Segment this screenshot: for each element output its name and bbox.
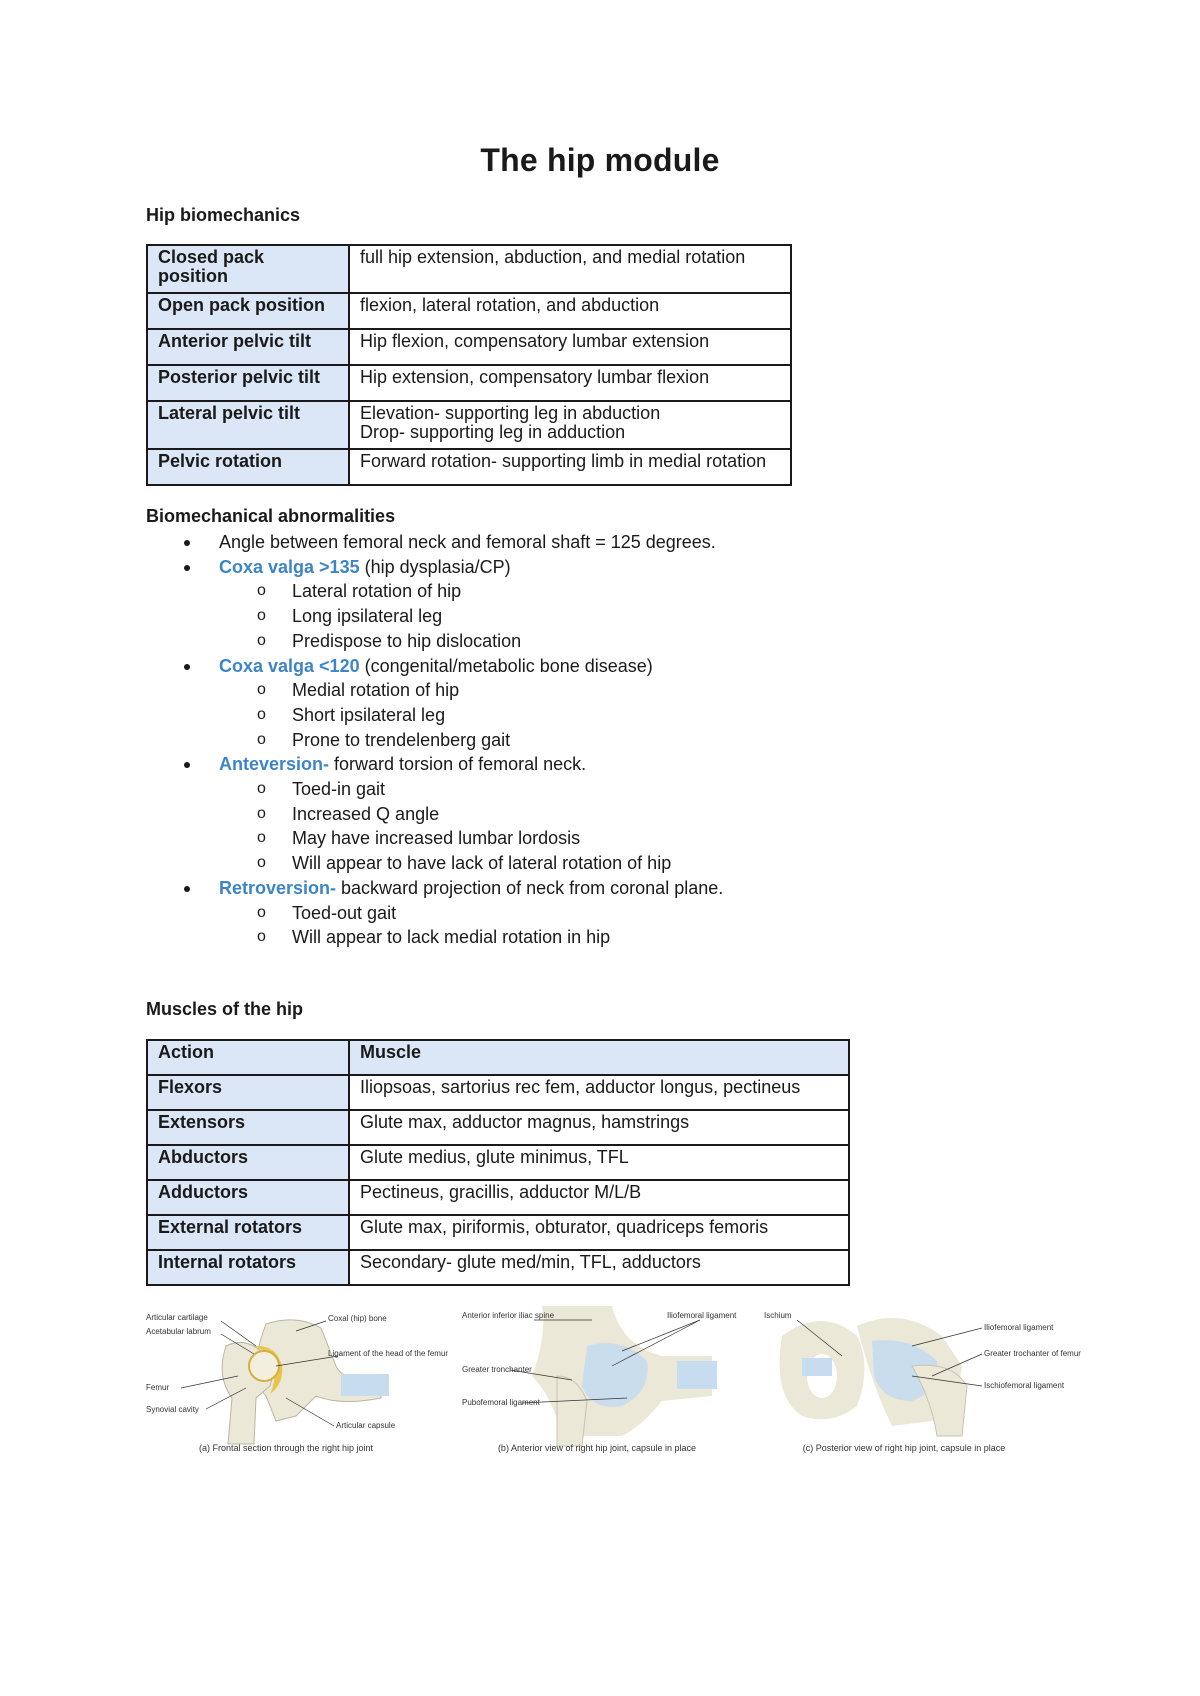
label-ischium: Ischium (764, 1311, 792, 1320)
description-line: Forward rotation- supporting limb in medial rotation (360, 451, 767, 471)
item-text: backward projection of neck from coronal plane. (336, 877, 724, 898)
figure-a-caption: (a) Frontal section through the right hip joint (198, 1443, 374, 1453)
sub-list-item: o Toed-in gait (255, 777, 723, 802)
column-header-muscle: Muscle (349, 1040, 849, 1075)
sub-list-item: o Medial rotation of hip (255, 678, 723, 703)
label-iliofemoral-ligament: Iliofemoral ligament (984, 1323, 1054, 1332)
abnormalities-heading: Biomechanical abnormalities (146, 506, 396, 526)
term-cell: Anterior pelvic tilt (147, 329, 349, 365)
muscle-cell: Secondary- glute med/min, TFL, adductors (349, 1250, 849, 1285)
column-header-action: Action (147, 1040, 349, 1075)
label-text: Anterior inferior iliac spine (462, 1311, 555, 1320)
muscles-table (146, 1039, 850, 1286)
sub-list-item: o Long ipsilateral leg (255, 604, 723, 629)
table-row (147, 1215, 849, 1250)
sub-list (219, 678, 723, 752)
posterior-view-illustration (762, 1306, 1081, 1446)
table-row (147, 1145, 849, 1180)
figure-posterior-view (762, 1306, 1081, 1453)
figure-c-caption: (c) Posterior view of right hip joint, capsule in place (802, 1443, 1006, 1453)
muscles-heading: Muscles of the hip (146, 999, 304, 1019)
list-item (182, 876, 723, 950)
femoral-head-shape (249, 1351, 279, 1381)
sacral-band-shape (802, 1358, 832, 1376)
muscle-cell: Glute medius, glute minimus, TFL (349, 1145, 849, 1180)
table-row (147, 1075, 849, 1110)
sub-list-item: o Predispose to hip dislocation (255, 629, 723, 654)
sub-list-item: o Lateral rotation of hip (255, 579, 723, 604)
action-cell: Extensors (147, 1110, 349, 1145)
abnormalities-list (182, 530, 723, 950)
sub-list-item: o Prone to trendelenberg gait (255, 728, 723, 753)
item-text: (hip dysplasia/CP) (359, 556, 511, 577)
table-row (147, 1250, 849, 1285)
description-line: Hip extension, compensatory lumbar flexion (360, 367, 710, 387)
table-row (147, 329, 791, 365)
label-synovial-cavity: Synovial cavity (146, 1405, 199, 1414)
sub-list (219, 901, 723, 950)
table-row (147, 1180, 849, 1215)
label-anterior-inferior-iliac-spine (462, 1311, 555, 1320)
label-iliofemoral-ligament: Iliofemoral ligament (667, 1311, 737, 1320)
description-cell (349, 329, 791, 365)
sub-list (219, 579, 723, 653)
pubic-bar-shape (677, 1361, 717, 1389)
sub-list-item: o Short ipsilateral leg (255, 703, 723, 728)
label-coxal-bone: Coxal (hip) bone (328, 1314, 387, 1323)
label-articular-cartilage: Articular cartilage (146, 1313, 208, 1322)
action-cell: Adductors (147, 1180, 349, 1215)
term-cell: Lateral pelvic tilt (147, 401, 349, 449)
term-cell: Closed pack position (147, 245, 349, 293)
muscle-cell: Pectineus, gracillis, adductor M/L/B (349, 1180, 849, 1215)
action-cell: Internal rotators (147, 1250, 349, 1285)
description-cell (349, 245, 791, 293)
sub-list-item: o May have increased lumbar lordosis (255, 826, 723, 851)
item-term: Anteversion- (219, 754, 330, 775)
description-cell (349, 293, 791, 329)
table-header-row (147, 1040, 849, 1075)
description-line: full hip extension, abduction, and medial rotation (360, 247, 746, 267)
muscle-cell: Glute max, adductor magnus, hamstrings (349, 1110, 849, 1145)
label-greater-tronchanter: Greater tronchanter (462, 1365, 532, 1374)
item-text: forward torsion of femoral neck. (329, 754, 587, 775)
muscle-cell: Glute max, piriformis, obturator, quadriceps femoris (349, 1215, 849, 1250)
item-text: (congenital/metabolic bone disease) (359, 655, 653, 676)
item-text: Angle between femoral neck and femoral shaft = 125 degrees. (219, 532, 716, 552)
label-acetabular-labrum: Acetabular labrum (146, 1327, 211, 1336)
label-pubofemoral-ligament: Pubofemoral ligament (462, 1398, 540, 1407)
table-row (147, 293, 791, 329)
table-row (147, 449, 791, 485)
table-row (147, 401, 791, 449)
anterior-view-illustration (462, 1306, 737, 1446)
sub-list (219, 777, 723, 876)
label-ischiofemoral-ligament: Ischiofemoral ligament (984, 1381, 1065, 1390)
description-cell (349, 401, 791, 449)
table-row (147, 245, 791, 293)
term-cell: Open pack position (147, 293, 349, 329)
hip-joint-figures (146, 1306, 1081, 1456)
figure-b-caption: (b) Anterior view of right hip joint, capsule in place (497, 1443, 697, 1453)
muscle-cell: Iliopsoas, sartorius rec fem, adductor longus, pectineus (349, 1075, 849, 1110)
frontal-section-illustration (146, 1306, 449, 1446)
action-cell: External rotators (147, 1215, 349, 1250)
action-cell: Flexors (147, 1075, 349, 1110)
biomechanics-heading: Hip biomechanics (146, 205, 301, 225)
pubic-bar-shape (341, 1374, 389, 1396)
item-term: Coxa valga >135 (219, 556, 360, 577)
item-term: Coxa valga <120 (219, 655, 360, 676)
list-item (182, 530, 723, 555)
page-title: The hip module (480, 142, 720, 178)
term-cell: Posterior pelvic tilt (147, 365, 349, 401)
figure-frontal-section (146, 1306, 449, 1453)
action-cell: Abductors (147, 1145, 349, 1180)
sub-list-item: o Will appear to have lack of lateral rotation of hip (255, 851, 723, 876)
description-line: Hip flexion, compensatory lumbar extension (360, 331, 710, 351)
item-term: Retroversion- (219, 877, 337, 898)
sub-list-item: o Increased Q angle (255, 802, 723, 827)
label-femur: Femur (146, 1383, 170, 1392)
sub-list-item: o Toed-out gait (255, 901, 723, 926)
description-cell (349, 449, 791, 485)
list-item (182, 752, 723, 876)
biomechanics-table (146, 244, 792, 486)
description-cell (349, 365, 791, 401)
list-item (182, 654, 723, 753)
description-line: flexion, lateral rotation, and abduction (360, 295, 660, 315)
description-line: Drop- supporting leg in adduction (360, 422, 626, 442)
list-item (182, 555, 723, 654)
description-line: Elevation- supporting leg in abduction (360, 403, 661, 423)
sub-list-item: o Will appear to lack medial rotation in hip (255, 925, 723, 950)
label-greater-trochanter: Greater trochanter of femur (984, 1349, 1081, 1358)
term-cell: Pelvic rotation (147, 449, 349, 485)
label-ligament-head-femur: Ligament of the head of the femur (328, 1349, 449, 1358)
figure-anterior-view (462, 1306, 737, 1453)
label-articular-capsule: Articular capsule (336, 1421, 396, 1430)
table-row (147, 1110, 849, 1145)
table-row (147, 365, 791, 401)
